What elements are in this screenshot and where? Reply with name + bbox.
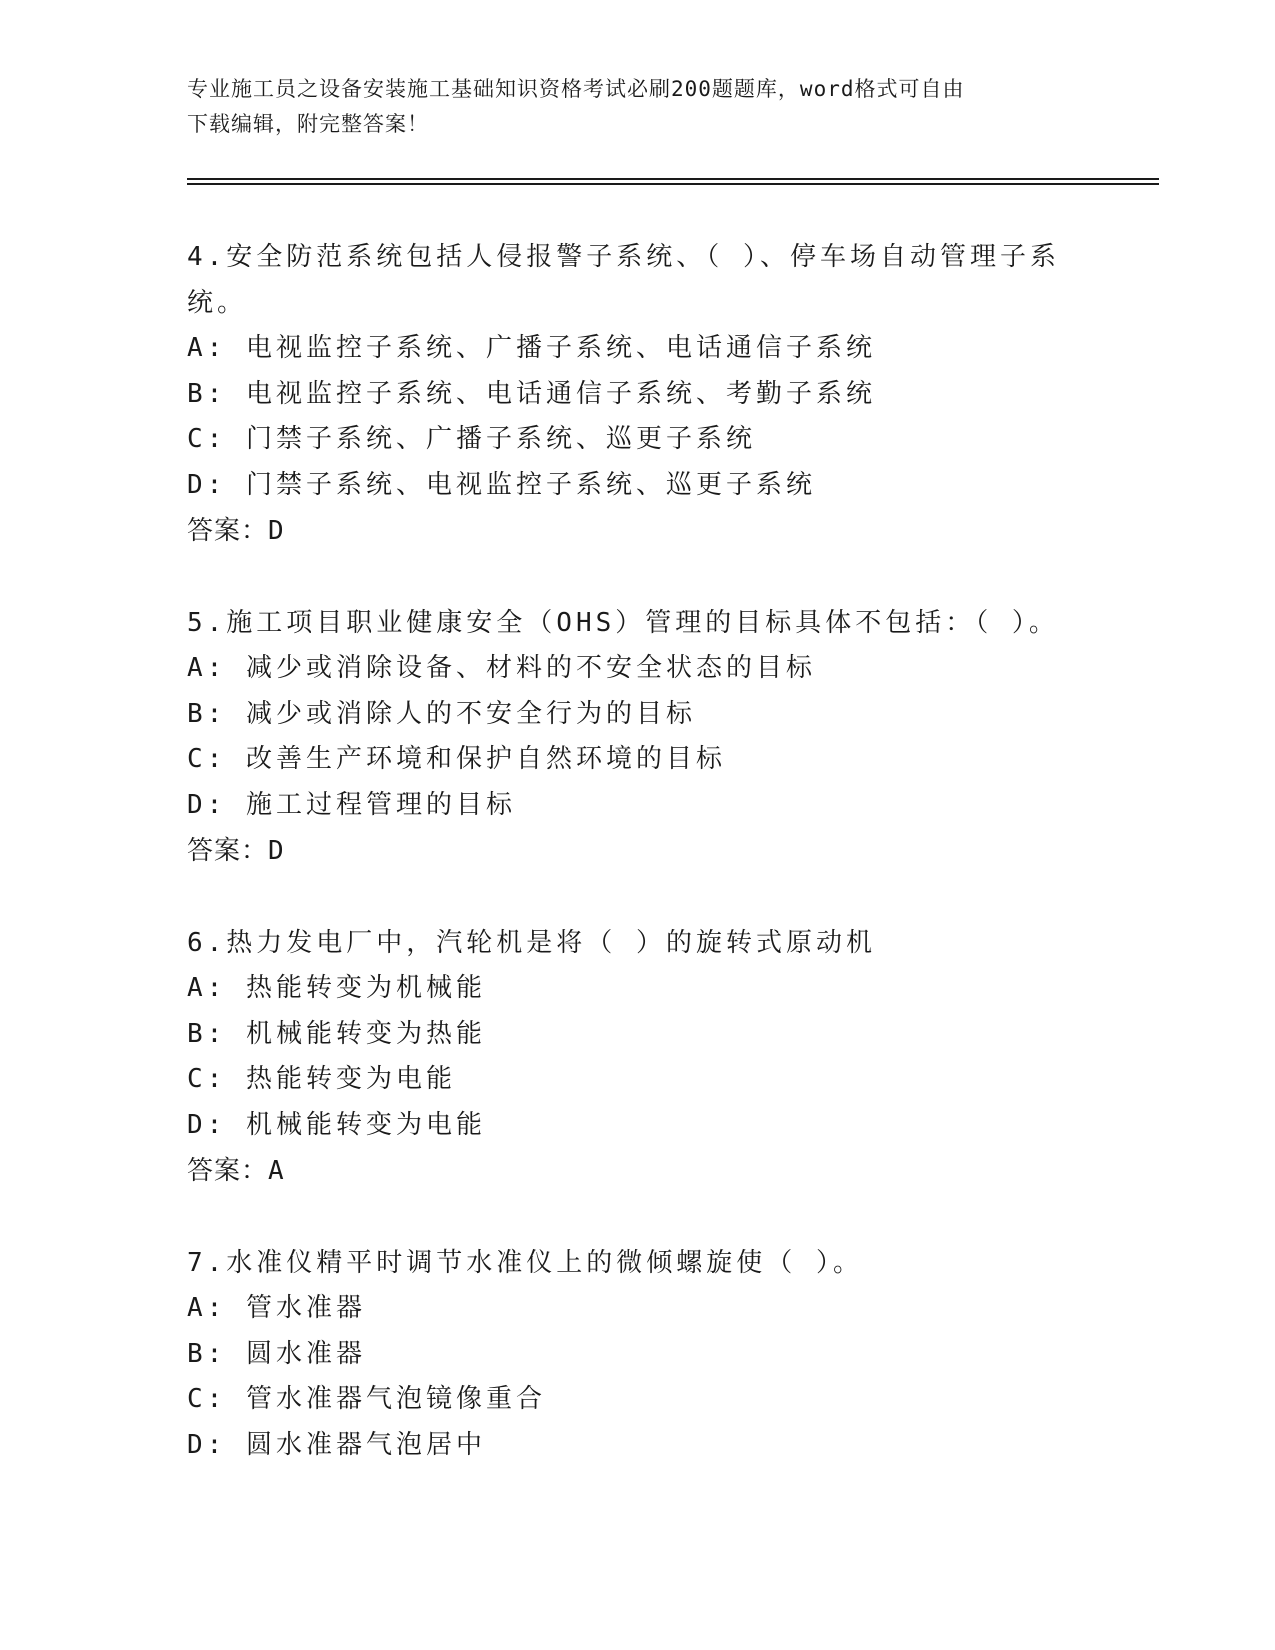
option-d: D: 门禁子系统、电视监控子系统、巡更子系统 [187, 469, 816, 500]
option-c: C: 改善生产环境和保护自然环境的目标 [187, 744, 726, 774]
question-stem: 7.水准仪精平时调节水准仪上的微倾螺旋使（ ）。 [187, 1248, 863, 1278]
option-d: D: 机械能转变为电能 [187, 1109, 486, 1140]
answer: 答案：A [187, 1156, 285, 1186]
option-d: D: 圆水准器气泡居中 [187, 1429, 486, 1460]
option-a: A: 减少或消除设备、材料的不安全状态的目标 [187, 653, 816, 683]
question-stem: 5.施工项目职业健康安全（OHS）管理的目标具体不包括：（ ）。 [187, 608, 1059, 638]
option-d: D: 施工过程管理的目标 [187, 789, 516, 820]
question-6 [187, 920, 1087, 1194]
option-b: B: 减少或消除人的不安全行为的目标 [187, 698, 696, 729]
header-line-1: 专业施工员之设备安装施工基础知识资格考试必刷200题题库，word格式可自由 [187, 77, 965, 101]
option-a: A: 热能转变为机械能 [187, 973, 486, 1003]
question-stem: 4.安全防范系统包括人侵报警子系统、（ ）、停车场自动管理子系统。 [187, 242, 1060, 318]
option-b: B: 机械能转变为热能 [187, 1018, 486, 1049]
option-c: C: 门禁子系统、广播子系统、巡更子系统 [187, 424, 756, 454]
option-c: C: 管水准器气泡镜像重合 [187, 1384, 546, 1414]
document-header [187, 72, 1087, 142]
option-b: B: 电视监控子系统、电话通信子系统、考勤子系统 [187, 378, 876, 409]
option-a: A: 电视监控子系统、广播子系统、电话通信子系统 [187, 333, 876, 363]
option-b: B: 圆水准器 [187, 1338, 366, 1369]
question-stem: 6.热力发电厂中，汽轮机是将（ ）的旋转式原动机 [187, 928, 876, 958]
question-7 [187, 1240, 1087, 1468]
header-divider-top [187, 178, 1159, 180]
question-5 [187, 600, 1087, 874]
answer: 答案：D [187, 836, 285, 866]
answer: 答案：D [187, 516, 285, 546]
header-divider-bottom [187, 183, 1159, 185]
option-c: C: 热能转变为电能 [187, 1064, 456, 1094]
header-line-2: 下载编辑，附完整答案！ [187, 112, 429, 136]
question-4 [187, 234, 1087, 554]
option-a: A: 管水准器 [187, 1293, 366, 1323]
